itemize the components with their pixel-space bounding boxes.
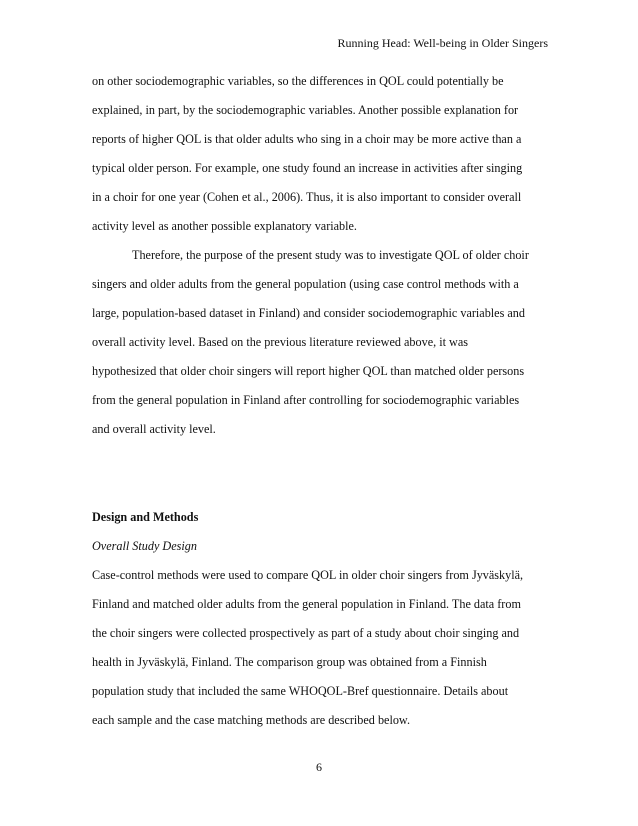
- subsection-heading: Overall Study Design: [92, 539, 197, 553]
- body-line: on other sociodemographic variables, so the differences in QOL could potentially be: [92, 74, 504, 88]
- body-line: Finland and matched older adults from the general population in Finland. The data from: [92, 597, 521, 611]
- body-line: typical older person. For example, one study found an increase in activities after singing: [92, 161, 523, 175]
- body-line: hypothesized that older choir singers will report higher QOL than matched older persons: [92, 364, 525, 378]
- body-line: in a choir for one year (Cohen et al., 2006). Thus, it is also important to consider overall: [92, 190, 522, 204]
- section-heading: Design and Methods: [92, 510, 199, 524]
- body-line: the choir singers were collected prospectively as part of a study about choir singing and: [92, 626, 520, 640]
- body-line: singers and older adults from the general population (using case control methods with a: [92, 277, 519, 291]
- body-line: and overall activity level.: [92, 422, 216, 436]
- running-head: Running Head: Well-being in Older Singers: [337, 36, 548, 50]
- body-line: reports of higher QOL is that older adults who sing in a choir may be more active than a: [92, 132, 522, 146]
- body-line: health in Jyväskylä, Finland. The comparison group was obtained from a Finnish: [92, 655, 487, 669]
- body-line: Case-control methods were used to compare QOL in older choir singers from Jyväskylä,: [92, 568, 524, 582]
- page-number: 6: [316, 760, 322, 774]
- body-line: from the general population in Finland after controlling for sociodemographic variables: [92, 393, 520, 407]
- body-line: Therefore, the purpose of the present study was to investigate QOL of older choir: [132, 248, 529, 262]
- body-line: explained, in part, by the sociodemographic variables. Another possible explanation for: [92, 103, 519, 117]
- body-line: each sample and the case matching methods are described below.: [92, 713, 410, 727]
- body-line: overall activity level. Based on the previous literature reviewed above, it was: [92, 335, 468, 349]
- body-line: large, population-based dataset in Finland) and consider sociodemographic variables and: [92, 306, 525, 320]
- body-line: activity level as another possible explanatory variable.: [92, 219, 357, 233]
- body-line: population study that included the same WHOQOL-Bref questionnaire. Details about: [92, 684, 509, 698]
